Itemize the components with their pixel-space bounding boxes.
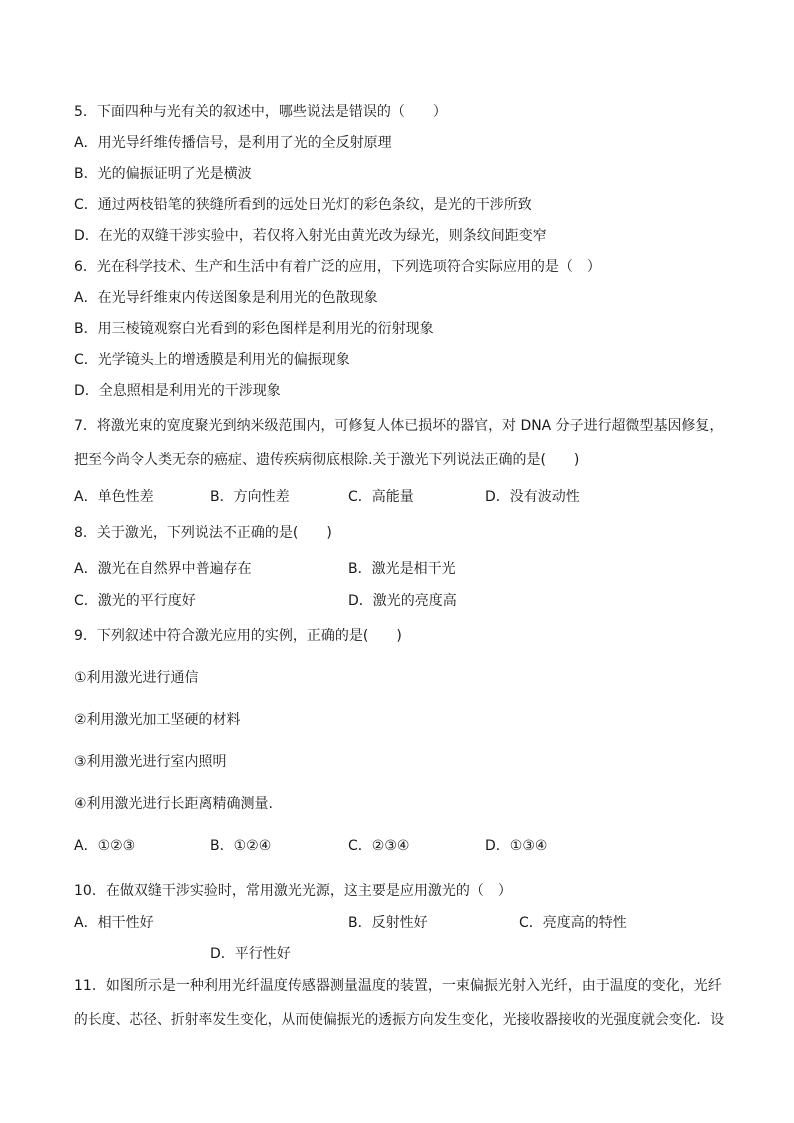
q11-stem-line2: 的长度、芯径、折射率发生变化，从而使偏振光的透振方向发生变化，光接收器接收的光强度就会变化．设 — [74, 1012, 725, 1028]
q8-option-a: A．激光在自然界中普遍存在 — [74, 561, 252, 577]
q9-item-1: ①利用激光进行通信 — [74, 670, 199, 686]
q8-option-b: B．激光是相干光 — [348, 561, 456, 577]
q9-option-b: B．①②④ — [210, 838, 272, 854]
q11-stem-line1: 11．如图所示是一种利用光纤温度传感器测量温度的装置，一束偏振光射入光纤，由于温度的变化，光纤 — [74, 978, 722, 994]
q10-stem: 10．在做双缝干涉实验时，常用激光光源，这主要是应用激光的（ ） — [74, 883, 512, 899]
q7-stem-line1: 7．将激光束的宽度聚光到纳米级范围内，可修复人体已损坏的器官，对 DNA 分子进行超微型基因修复， — [74, 418, 724, 434]
q7-stem-line2: 把至今尚令人类无奈的癌症、遗传疾病彻底根除.关于激光下列说法正确的是( ) — [74, 452, 580, 468]
q5-option-d: D．在光的双缝干涉实验中，若仅将入射光由黄光改为绿光，则条纹间距变窄 — [74, 228, 547, 244]
q7-option-b: B．方向性差 — [210, 489, 290, 505]
q6-option-a: A．在光导纤维束内传送图象是利用光的色散现象 — [74, 290, 378, 306]
q7-option-a: A．单色性差 — [74, 489, 154, 505]
q7-option-d: D．没有波动性 — [485, 489, 580, 505]
q9-item-3: ③利用激光进行室内照明 — [74, 754, 227, 770]
q8-stem: 8．关于激光，下列说法不正确的是( ) — [74, 525, 332, 541]
q10-option-d: D．平行性好 — [210, 946, 291, 962]
q5-option-a: A．用光导纤维传播信号，是利用了光的全反射原理 — [74, 135, 392, 151]
q8-option-d: D．激光的亮度高 — [348, 593, 457, 609]
q9-option-c: C．②③④ — [348, 838, 410, 854]
q9-stem: 9．下列叙述中符合激光应用的实例，正确的是( ) — [74, 628, 402, 644]
q9-item-4: ④利用激光进行长距离精确测量. — [74, 796, 274, 812]
q6-option-c: C．光学镜头上的增透膜是利用光的偏振现象 — [74, 352, 350, 368]
q5-option-c: C．通过两枝铅笔的狭缝所看到的远处日光灯的彩色条纹，是光的干涉所致 — [74, 197, 532, 213]
q10-option-b: B．反射性好 — [348, 915, 428, 931]
q9-option-d: D．①③④ — [485, 838, 548, 854]
q9-option-a: A．①②③ — [74, 838, 136, 854]
q8-option-c: C．激光的平行度好 — [74, 593, 196, 609]
q7-option-c: C．高能量 — [348, 489, 414, 505]
q6-option-d: D．全息照相是利用光的干涉现象 — [74, 383, 281, 399]
q10-option-a: A．相干性好 — [74, 915, 154, 931]
q9-item-2: ②利用激光加工坚硬的材料 — [74, 712, 241, 728]
q10-option-c: C．亮度高的特性 — [519, 915, 627, 931]
q6-option-b: B．用三棱镜观察白光看到的彩色图样是利用光的衍射现象 — [74, 321, 434, 337]
q5-option-b: B．光的偏振证明了光是横波 — [74, 166, 252, 182]
q6-stem: 6．光在科学技术、生产和生活中有着广泛的应用，下列选项符合实际应用的是（ ） — [74, 259, 601, 275]
q5-stem: 5．下面四种与光有关的叙述中，哪些说法是错误的（ ） — [74, 104, 447, 120]
